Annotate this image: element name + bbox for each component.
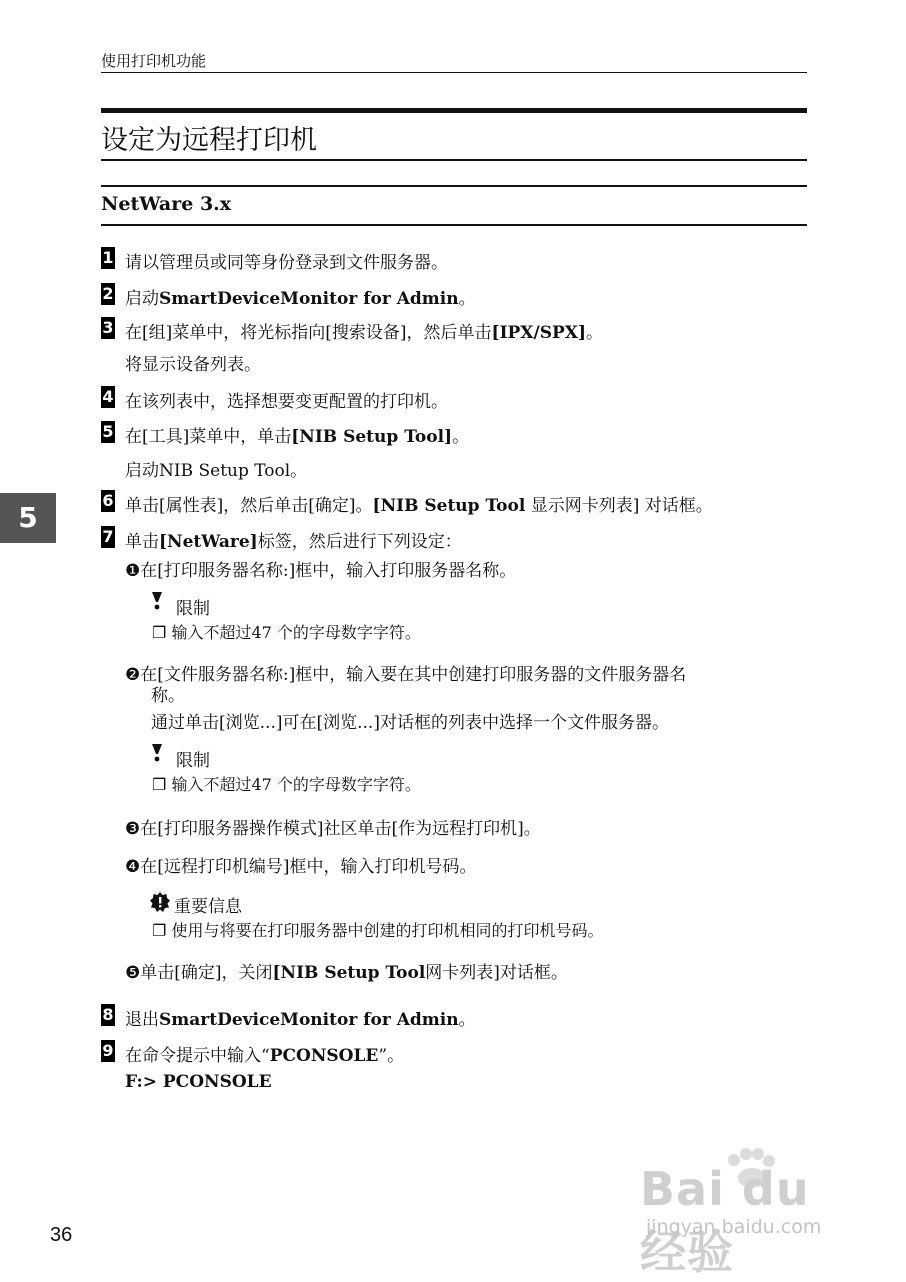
- step-text: 启动SmartDeviceMonitor for Admin。: [125, 289, 476, 309]
- substep-note: 通过单击[浏览...]可在[浏览...]对话框的列表中选择一个文件服务器。: [151, 713, 669, 733]
- step-number: 8: [102, 1005, 114, 1024]
- section-title: NetWare 3.x: [101, 193, 232, 215]
- checkbox-icon: ❐: [152, 775, 172, 794]
- step-text: 在命令提示中输入“PCONSOLE”。: [125, 1046, 405, 1066]
- substep-text-cont: 称。: [151, 686, 185, 706]
- step-text: 单击[属性表]，然后单击[确定]。[NIB Setup Tool 显示网卡列表] 对话框。: [125, 496, 713, 516]
- step-number: 3: [102, 318, 114, 337]
- watermark-url: jingyan.baidu.com: [646, 1216, 822, 1238]
- substep-text: ❸在[打印服务器操作模式]社区单击[作为远程打印机]。: [125, 819, 541, 839]
- step-number: 9: [102, 1041, 114, 1060]
- limit-item: ❐ 输入不超过47 个的字母数字字符。: [152, 623, 421, 642]
- checkbox-icon: ❐: [152, 623, 172, 642]
- section-top-rule: [101, 185, 807, 187]
- limit-heading: 限制: [176, 751, 210, 771]
- step-number: 7: [102, 527, 114, 546]
- page-title: 设定为远程打印机: [101, 125, 317, 156]
- watermark-logo: Bai du 经验: [640, 1162, 810, 1279]
- page-number: 36: [50, 1224, 73, 1246]
- substep-text: ❹在[远程打印机编号]框中，输入打印机号码。: [125, 857, 477, 877]
- title-top-rule: [101, 108, 807, 113]
- step-text: 退出SmartDeviceMonitor for Admin。: [125, 1010, 476, 1030]
- step-text: 请以管理员或同等身份登录到文件服务器。: [125, 253, 448, 273]
- command-example: F:> PCONSOLE: [125, 1072, 272, 1092]
- important-heading: 重要信息: [174, 897, 242, 917]
- watermark: [640, 1150, 860, 1279]
- checkbox-icon: ❐: [152, 921, 172, 940]
- title-bottom-rule: [101, 159, 807, 161]
- limit-icon: [150, 742, 164, 764]
- important-icon: [150, 892, 170, 912]
- step-number: 6: [102, 491, 114, 510]
- limit-icon: [150, 590, 164, 612]
- step-text: 在[组]菜单中，将光标指向[搜索设备]，然后单击[IPX/SPX]。: [125, 323, 604, 343]
- step-note: 启动NIB Setup Tool。: [125, 461, 308, 481]
- step-text: 在[工具]菜单中，单击[NIB Setup Tool]。: [125, 427, 470, 447]
- running-header: 使用打印机功能: [101, 52, 207, 70]
- substep-text: ❶在[打印服务器名称:]框中，输入打印服务器名称。: [125, 561, 517, 581]
- limit-heading: 限制: [176, 599, 210, 619]
- step-text: 在该列表中，选择想要变更配置的打印机。: [125, 392, 448, 412]
- step-number: 1: [102, 248, 114, 267]
- substep-text: ❷在[文件服务器名称:]框中，输入要在其中创建打印服务器的文件服务器名: [125, 665, 687, 685]
- step-number: 5: [102, 422, 114, 441]
- important-item: ❐ 使用与将要在打印服务器中创建的打印机相同的打印机号码。: [152, 921, 604, 940]
- section-bottom-rule: [101, 224, 807, 226]
- substep-text: ❺单击[确定]，关闭[NIB Setup Tool网卡列表]对话框。: [125, 963, 568, 983]
- step-number: 2: [102, 284, 114, 303]
- step-text: 单击[NetWare]标签，然后进行下列设定：: [125, 532, 462, 552]
- step-note: 将显示设备列表。: [125, 355, 261, 375]
- chapter-tab: 5: [0, 493, 56, 543]
- header-rule: [101, 72, 807, 73]
- step-number: 4: [102, 387, 114, 406]
- limit-item: ❐ 输入不超过47 个的字母数字字符。: [152, 775, 421, 794]
